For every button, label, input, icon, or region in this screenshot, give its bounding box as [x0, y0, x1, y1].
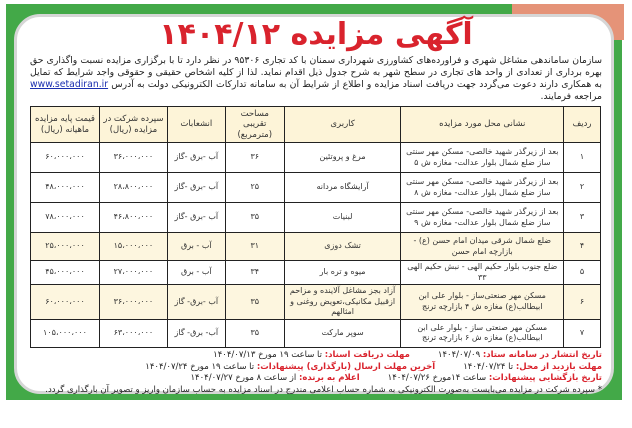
cell-deposit: ۳۶،۰۰۰،۰۰۰ — [99, 143, 167, 173]
table-row — [31, 319, 601, 347]
cell-utilities: آب -برق -گاز — [167, 143, 225, 173]
cell-deposit: ۲۷،۰۰۰،۰۰۰ — [99, 261, 167, 285]
column-header-base-price: قیمت پایه مزایده ماهیانه (ریال) — [31, 107, 100, 143]
column-header-address: نشانی محل مورد مزایده — [401, 107, 564, 143]
publish-date-label: تاریخ انتشار در سامانه ستاد: — [482, 350, 602, 360]
cell-area: ۳۵ — [225, 285, 284, 320]
cell-row-number: ۱ — [564, 143, 601, 173]
cell-area: ۲۵ — [225, 173, 284, 203]
column-header-row-number: ردیف — [564, 107, 601, 143]
page-title: آگهی مزایده ۱۴۰۴/۱۲ — [159, 17, 473, 52]
auction-table — [30, 106, 601, 348]
submission-deadline: تا ساعت ۱۹ مورخ ۱۴۰۴/۰۷/۲۴ — [145, 361, 255, 372]
table-row — [31, 143, 601, 173]
cell-base-price: ۱۰۵،۰۰۰،۰۰۰ — [31, 319, 100, 347]
document-deadline-label: مهلت دریافت اسناد: — [324, 350, 410, 360]
cell-row-number: ۳ — [564, 203, 601, 233]
cell-usage: لبنیات — [284, 203, 401, 233]
cell-address: ضلع شمال شرقی میدان امام حسن (ع) - بازارچه امام حسن — [401, 233, 564, 261]
cell-row-number: ۵ — [564, 261, 601, 285]
visit-deadline: تا ۱۴۰۴/۰۷/۲۴ — [463, 361, 514, 372]
cell-area: ۳۵ — [225, 203, 284, 233]
cell-area: ۳۱ — [225, 233, 284, 261]
cell-base-price: ۴۸،۰۰۰،۰۰۰ — [31, 173, 100, 203]
cell-area: ۳۴ — [225, 261, 284, 285]
dates-line — [30, 350, 602, 362]
cell-usage: مرغ و پروتئین — [284, 143, 401, 173]
cell-deposit: ۳۶،۰۰۰،۰۰۰ — [99, 285, 167, 320]
deposit-note: * سپرده شرکت در مزایده می‌بایست به‌صورت الکترونیکی به شماره حساب اعلامی مندرج در اسناد مزایده به حساب سازمان واریز و تصویر آن بارگذاری گردد. — [45, 384, 602, 395]
cell-base-price: ۲۵،۰۰۰،۰۰۰ — [31, 233, 100, 261]
cell-row-number: ۴ — [564, 233, 601, 261]
cell-utilities: آب - برق — [167, 261, 225, 285]
winner-announcement-label: اعلام به برنده: — [298, 373, 360, 383]
cell-usage: آزاد بجز مشاغل آلاینده و مزاحم ازقبیل مکانیکی،تعویض روغنی و امثالهم — [284, 285, 401, 320]
opening-date-label: تاریخ بازگشایی پیشنهادات: — [488, 373, 602, 383]
cell-deposit: ۲۸،۸۰۰،۰۰۰ — [99, 173, 167, 203]
cell-address: بعد از زیرگذر شهید خالصی- مسکن مهر سنتی ساز ضلع شمال بلوار عدالت- مغازه ش ۹ — [401, 203, 564, 233]
table-header — [31, 107, 601, 143]
table-row — [31, 173, 601, 203]
cell-deposit: ۶۳،۰۰۰،۰۰۰ — [99, 319, 167, 347]
dates-line — [30, 373, 602, 385]
column-header-utilities: انشعابات — [167, 107, 225, 143]
cell-utilities: آب -برق -گاز — [167, 173, 225, 203]
setadiran-link[interactable]: www.setadiran.ir — [30, 79, 109, 90]
cell-deposit: ۴۶،۸۰۰،۰۰۰ — [99, 203, 167, 233]
cell-address: مسکن مهر صنعتی‌ساز - بلوار علی ابن ابیطالب(ع) مغازه ش ۴ بازارچه ترنج — [401, 285, 564, 320]
cell-address: مسکن مهر صنعتی ساز - بلوار علی ابن ابیطالب(ع) مغازه ش ۶ بازارچه ترنج — [401, 319, 564, 347]
dates-section — [30, 350, 602, 396]
cell-row-number: ۶ — [564, 285, 601, 320]
cell-address: ضلع جنوب بلوار حکیم الهی - نبش حکیم الهی ۳۳ — [401, 261, 564, 285]
cell-area: ۳۵ — [225, 319, 284, 347]
cell-deposit: ۱۵،۰۰۰،۰۰۰ — [99, 233, 167, 261]
cell-usage: میوه و تره بار — [284, 261, 401, 285]
cell-base-price: ۴۵،۰۰۰،۰۰۰ — [31, 261, 100, 285]
column-header-usage: کاربری — [284, 107, 401, 143]
table-row — [31, 203, 601, 233]
table-row — [31, 285, 601, 320]
cell-usage: آرایشگاه مردانه — [284, 173, 401, 203]
intro-suffix: مراجعه فرمایند. — [540, 91, 602, 102]
cell-row-number: ۲ — [564, 173, 601, 203]
cell-area: ۳۶ — [225, 143, 284, 173]
column-header-area: مساحت تقریبی (مترمربع) — [225, 107, 284, 143]
column-header-deposit: سپرده شرکت در مزایده (ریال) — [99, 107, 167, 143]
cell-usage: سوپر مارکت — [284, 319, 401, 347]
cell-row-number: ۷ — [564, 319, 601, 347]
cell-utilities: آب -برق- گاز — [167, 285, 225, 320]
opening-date: ساعت ۱۴مورخ ۱۴۰۴/۰۷/۲۶ — [387, 373, 487, 383]
cell-utilities: آب - برق — [167, 233, 225, 261]
visit-deadline-label: مهلت بازدید از محل: — [515, 361, 602, 372]
document-deadline: تا ساعت ۱۹ مورخ ۱۴۰۴/۰۷/۱۳ — [213, 350, 323, 360]
submission-deadline-label: آخرین مهلت ارسال (بارگذاری) پیشنهادات: — [256, 361, 436, 372]
intro-paragraph — [30, 55, 602, 103]
winner-announcement: از ساعت ۸ مورخ ۱۴۰۴/۰۷/۲۷ — [190, 373, 297, 383]
table-row — [31, 261, 601, 285]
cell-address: بعد از زیرگذر شهید خالصی- مسکن مهر سنتی ساز ضلع شمال بلوار عدالت- مغازه ش ۵ — [401, 143, 564, 173]
cell-address: بعد از زیرگذر شهید خالصی- مسکن مهر سنتی ساز ضلع شمال بلوار عدالت- مغازه ش ۸ — [401, 173, 564, 203]
cell-utilities: آب -برق -گاز — [167, 203, 225, 233]
cell-utilities: آب- برق- گاز — [167, 319, 225, 347]
intro-text: سازمان ساماندهی مشاغل شهری و فراورده‌های کشاورزی شهرداری سمنان با کد تجاری ۹۵۳۰۶ در نظر دارد تا با برگزاری مزایده نسبت واگذاری حق بهره برداری از تعدادی از واحد های تجاری در سطح شهر به شرح جدول ذیل اقدام نماید. لذا از کلیه اشخاص حقیقی و حقوقی واجد شرایط که تمایل به همکاری دارند دعوت می‌گردد جهت دریافت اسناد مزایده و اطلاع از شرایط آن به سامانه تدارکات الکترونیکی دولت به آدرس — [30, 55, 602, 90]
cell-base-price: ۶۰،۰۰۰،۰۰۰ — [31, 143, 100, 173]
table-row — [31, 233, 601, 261]
publish-date: ۱۴۰۴/۰۷/۰۹ — [437, 350, 481, 360]
dates-line — [30, 362, 602, 374]
cell-base-price: ۶۰،۰۰۰،۰۰۰ — [31, 285, 100, 320]
cell-usage: تشک دوزی — [284, 233, 401, 261]
cell-base-price: ۷۸،۰۰۰،۰۰۰ — [31, 203, 100, 233]
